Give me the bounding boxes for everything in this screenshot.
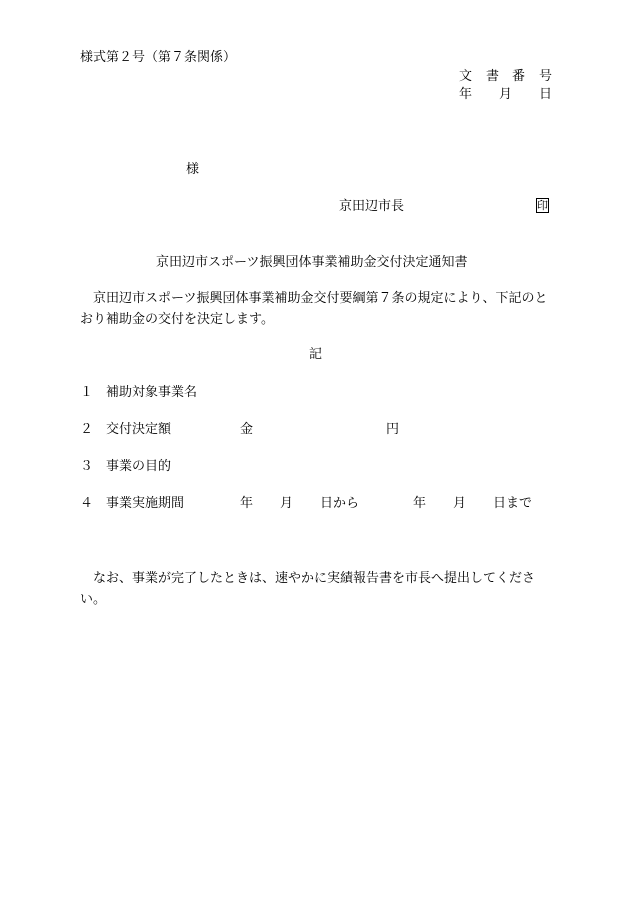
recipient-honorific: 様 — [186, 162, 200, 177]
doc-number-char-2: 書 — [486, 69, 500, 84]
doc-number-char-4: 号 — [539, 69, 553, 84]
doc-number-char-3: 番 — [512, 69, 526, 84]
period-end-day: 日まで — [493, 496, 533, 511]
form-label: 様式第２号（第７条関係） — [80, 50, 237, 65]
date-day: 日 — [539, 87, 553, 102]
doc-number-char-1: 文 — [459, 69, 473, 84]
period-end-year: 年 — [413, 496, 427, 511]
period-start-year: 年 — [240, 496, 254, 511]
sender-title: 京田辺市長 — [339, 199, 405, 214]
item-label: 補助対象事業名 — [106, 385, 198, 400]
closing-paragraph: なお、事業が完了したときは、速やかに実績報告書を市長へ提出してください。 — [80, 571, 536, 607]
item-number: ４ — [80, 496, 94, 511]
amount-yen: 円 — [386, 422, 400, 437]
ki-marker: 記 — [309, 347, 323, 362]
item-label: 事業実施期間 — [106, 496, 185, 511]
item-label: 事業の目的 — [106, 459, 172, 474]
date-month: 月 — [499, 87, 513, 102]
document-title: 京田辺市スポーツ振興団体事業補助金交付決定通知書 — [156, 255, 468, 270]
seal-stamp-icon: 印 — [537, 199, 548, 212]
period-start-day: 日から — [320, 496, 360, 511]
item-label: 交付決定額 — [106, 422, 172, 437]
item-number: １ — [80, 385, 94, 400]
period-end-month: 月 — [453, 496, 467, 511]
amount-kin: 金 — [240, 422, 254, 437]
period-start-month: 月 — [280, 496, 294, 511]
date-year: 年 — [459, 87, 473, 102]
item-number: ２ — [80, 422, 94, 437]
intro-paragraph: 京田辺市スポーツ振興団体事業補助金交付要綱第７条の規定により、下記のとおり補助金の交付を決定します。 — [80, 291, 548, 327]
item-number: ３ — [80, 459, 94, 474]
